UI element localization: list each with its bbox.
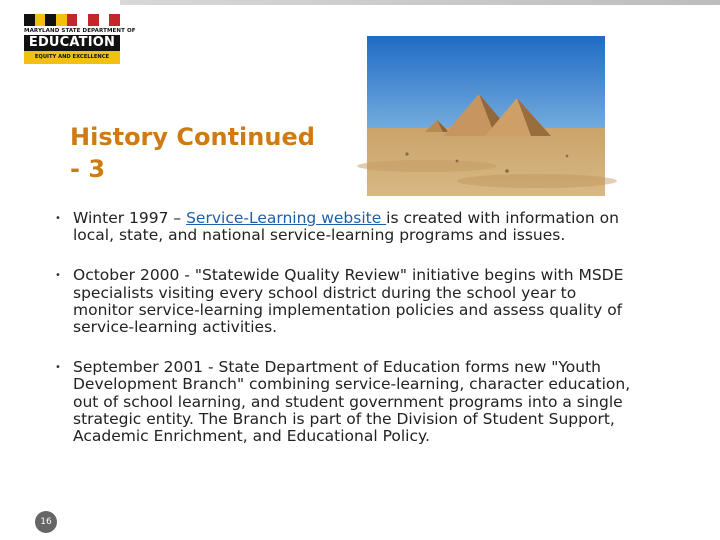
bullet-2-text: October 2000 - "Statewide Quality Review" initiative begins with MSDE specialists visiting every school district during the school year to monitor service-learning implementation policies and assess quality of service-learning activities. [73, 266, 624, 337]
service-learning-website-link[interactable]: Service-Learning website [186, 209, 387, 227]
bullet-icon: • [55, 270, 61, 282]
slide-title-line1: History Continued [70, 123, 315, 151]
logo-education-word: EDUCATION [24, 35, 120, 51]
list-item [55, 359, 635, 445]
top-rule [120, 0, 720, 5]
page-number-badge: 16 [35, 511, 57, 533]
bullet-3-text: September 2001 - State Department of Education forms new "Youth Development Branch" combining service-learning, character education, out of school learning, and student government programs into a single strategic entity. The Branch is part of the Division of Student Support, Academic Enrichment, and Educational Policy. [73, 358, 631, 446]
msde-logo [24, 14, 136, 64]
list-item [55, 210, 635, 244]
bullet-1-suffix: is created with information on local, state, and national service-learning programs and issues. [73, 209, 619, 245]
list-item [55, 267, 635, 336]
maryland-flag-icon [24, 14, 120, 26]
bullet-list [55, 210, 635, 445]
slide-title-line2: - 3 [70, 155, 106, 183]
logo-state-name: MARYLAND STATE DEPARTMENT OF [24, 28, 136, 34]
bullet-1-prefix: Winter 1997 – [73, 209, 187, 227]
bullet-icon: • [55, 213, 61, 224]
slide-title [70, 121, 360, 185]
bullet-icon: • [55, 362, 61, 374]
logo-tagline: EQUITY AND EXCELLENCE [24, 51, 120, 64]
pyramids-photo [367, 36, 605, 196]
